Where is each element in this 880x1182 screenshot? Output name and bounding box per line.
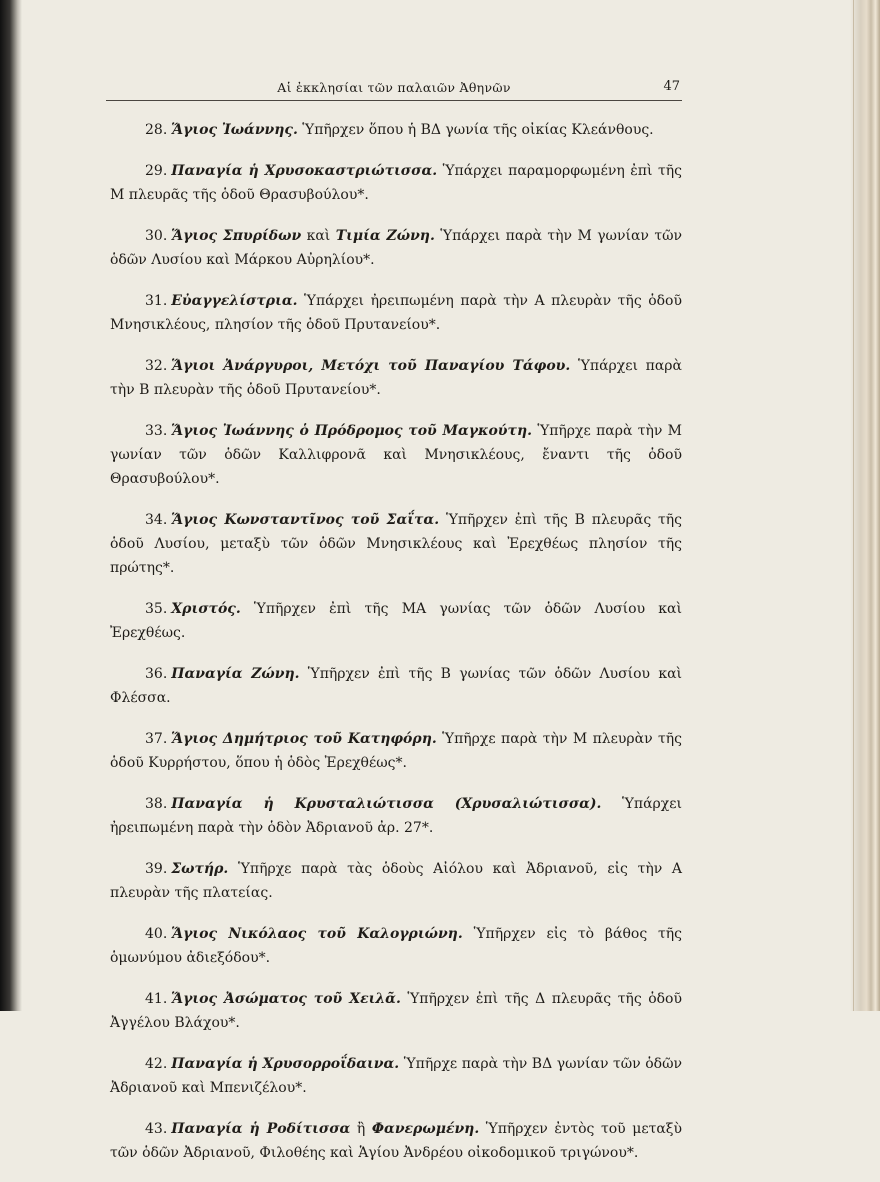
list-item: 42. Παναγία ἡ Χρυσορροΐδαινα. Ὑπῆρχε παρὰ τὴν ΒΔ γωνίαν τῶν ὁδῶν Ἀδριανοῦ καὶ Μπενιζέλου*. [110, 1056, 682, 1096]
list-item: 43. Παναγία ἡ Ροδίτισσα ἢ Φανερωμένη. Ὑπῆρχεν ἐντὸς τοῦ μεταξὺ τῶν ὁδῶν Ἀδριανοῦ, Φιλοθέης καὶ Ἁγίου Ἀνδρέου οἰκοδομικοῦ τριγώνου*. [110, 1121, 682, 1161]
list-item: 36. Παναγία Ζώνη. Ὑπῆρχεν ἐπὶ τῆς Β γωνίας τῶν ὁδῶν Λυσίου καὶ Φλέσσα. [110, 666, 683, 706]
page-number: 47 [663, 79, 680, 94]
list-item: 37. Ἅγιος Δημήτριος τοῦ Κατηφόρη. Ὑπῆρχε παρὰ τὴν Μ πλευρὰν τῆς ὁδοῦ Κυρρήστου, ὅπου ἡ ὁδὸς Ἐρεχθέως*. [110, 731, 683, 771]
list-item: 41. Ἅγιος Ἀσώματος τοῦ Χειλᾶ. Ὑπῆρχεν ἐπὶ τῆς Δ πλευρᾶς τῆς ὁδοῦ Ἀγγέλου Βλάχου*. [110, 991, 682, 1031]
page-header [106, 78, 682, 101]
list-item: 39. Σωτήρ. Ὑπῆρχε παρὰ τὰς ὁδοὺς Αἰόλου καὶ Ἀδριανοῦ, εἰς τὴν Α πλευρὰν τῆς πλατείας. [110, 861, 682, 901]
list-item: 38. Παναγία ἡ Κρυσταλιώτισσα (Χρυσαλιώτισσα). Ὑπάρχει ἠρειπωμένη παρὰ τὴν ὁδὸν Ἀδριανοῦ ἀρ. 27*. [110, 796, 682, 836]
list-item: 34. Ἅγιος Κωνσταντῖνος τοῦ Σαΐτα. Ὑπῆρχεν ἐπὶ τῆς Β πλευρᾶς τῆς ὁδοῦ Λυσίου, μεταξὺ τῶν ὁδῶν Μνησικλέους καὶ Ἐρεχθέως πλησίον τῆς πρώτης*. [110, 512, 682, 576]
page-edge-line [853, 0, 854, 1011]
list-item: 32. Ἅγιοι Ἀνάργυροι, Μετόχι τοῦ Παναγίου Τάφου. Ὑπάρχει παρὰ τὴν Β πλευρὰν τῆς ὁδοῦ Πρυτανείου*. [110, 358, 682, 398]
list-item: 35. Χριστός. Ὑπῆρχεν ἐπὶ τῆς ΜΑ γωνίας τῶν ὁδῶν Λυσίου καὶ Ἐρεχθέως. [110, 601, 682, 641]
page-gutter-shadow [0, 0, 22, 1011]
list-item: 28. Ἅγιος Ἰωάννης. Ὑπῆρχεν ὅπου ἡ ΒΔ γωνία τῆς οἰκίας Κλεάνθους. [145, 122, 654, 138]
page-edge-stack [850, 0, 880, 1011]
list-item: 33. Ἅγιος Ἰωάννης ὁ Πρόδρομος τοῦ Μαγκούτη. Ὑπῆρχε παρὰ τὴν Μ γωνίαν τῶν ὁδῶν Καλλιφρονᾶ καὶ Μνησικλέους, ἔναντι τῆς ὁδοῦ Θρασυβούλου*. [110, 423, 682, 487]
church-list [110, 118, 682, 1182]
running-title: Αἱ ἐκκλησίαι τῶν παλαιῶν Ἀθηνῶν [277, 80, 511, 95]
list-item: 31. Εὐαγγελίστρια. Ὑπάρχει ἠρειπωμένη παρὰ τὴν Α πλευρὰν τῆς ὁδοῦ Μνησικλέους, πλησίον τῆς ὁδοῦ Πρυτανείου*. [110, 293, 682, 333]
list-item: 40. Ἅγιος Νικόλαος τοῦ Καλογριώνη. Ὑπῆρχεν εἰς τὸ βάθος τῆς ὁμωνύμου ἀδιεξόδου*. [110, 926, 683, 966]
list-item: 29. Παναγία ἡ Χρυσοκαστριώτισσα. Ὑπάρχει παραμορφωμένη ἐπὶ τῆς Μ πλευρᾶς τῆς ὁδοῦ Θρασυβούλου*. [110, 163, 682, 203]
list-item: 30. Ἅγιος Σπυρίδων καὶ Τιμία Ζώνη. Ὑπάρχει παρὰ τὴν Μ γωνίαν τῶν ὁδῶν Λυσίου καὶ Μάρκου Αὐρηλίου*. [110, 228, 683, 268]
